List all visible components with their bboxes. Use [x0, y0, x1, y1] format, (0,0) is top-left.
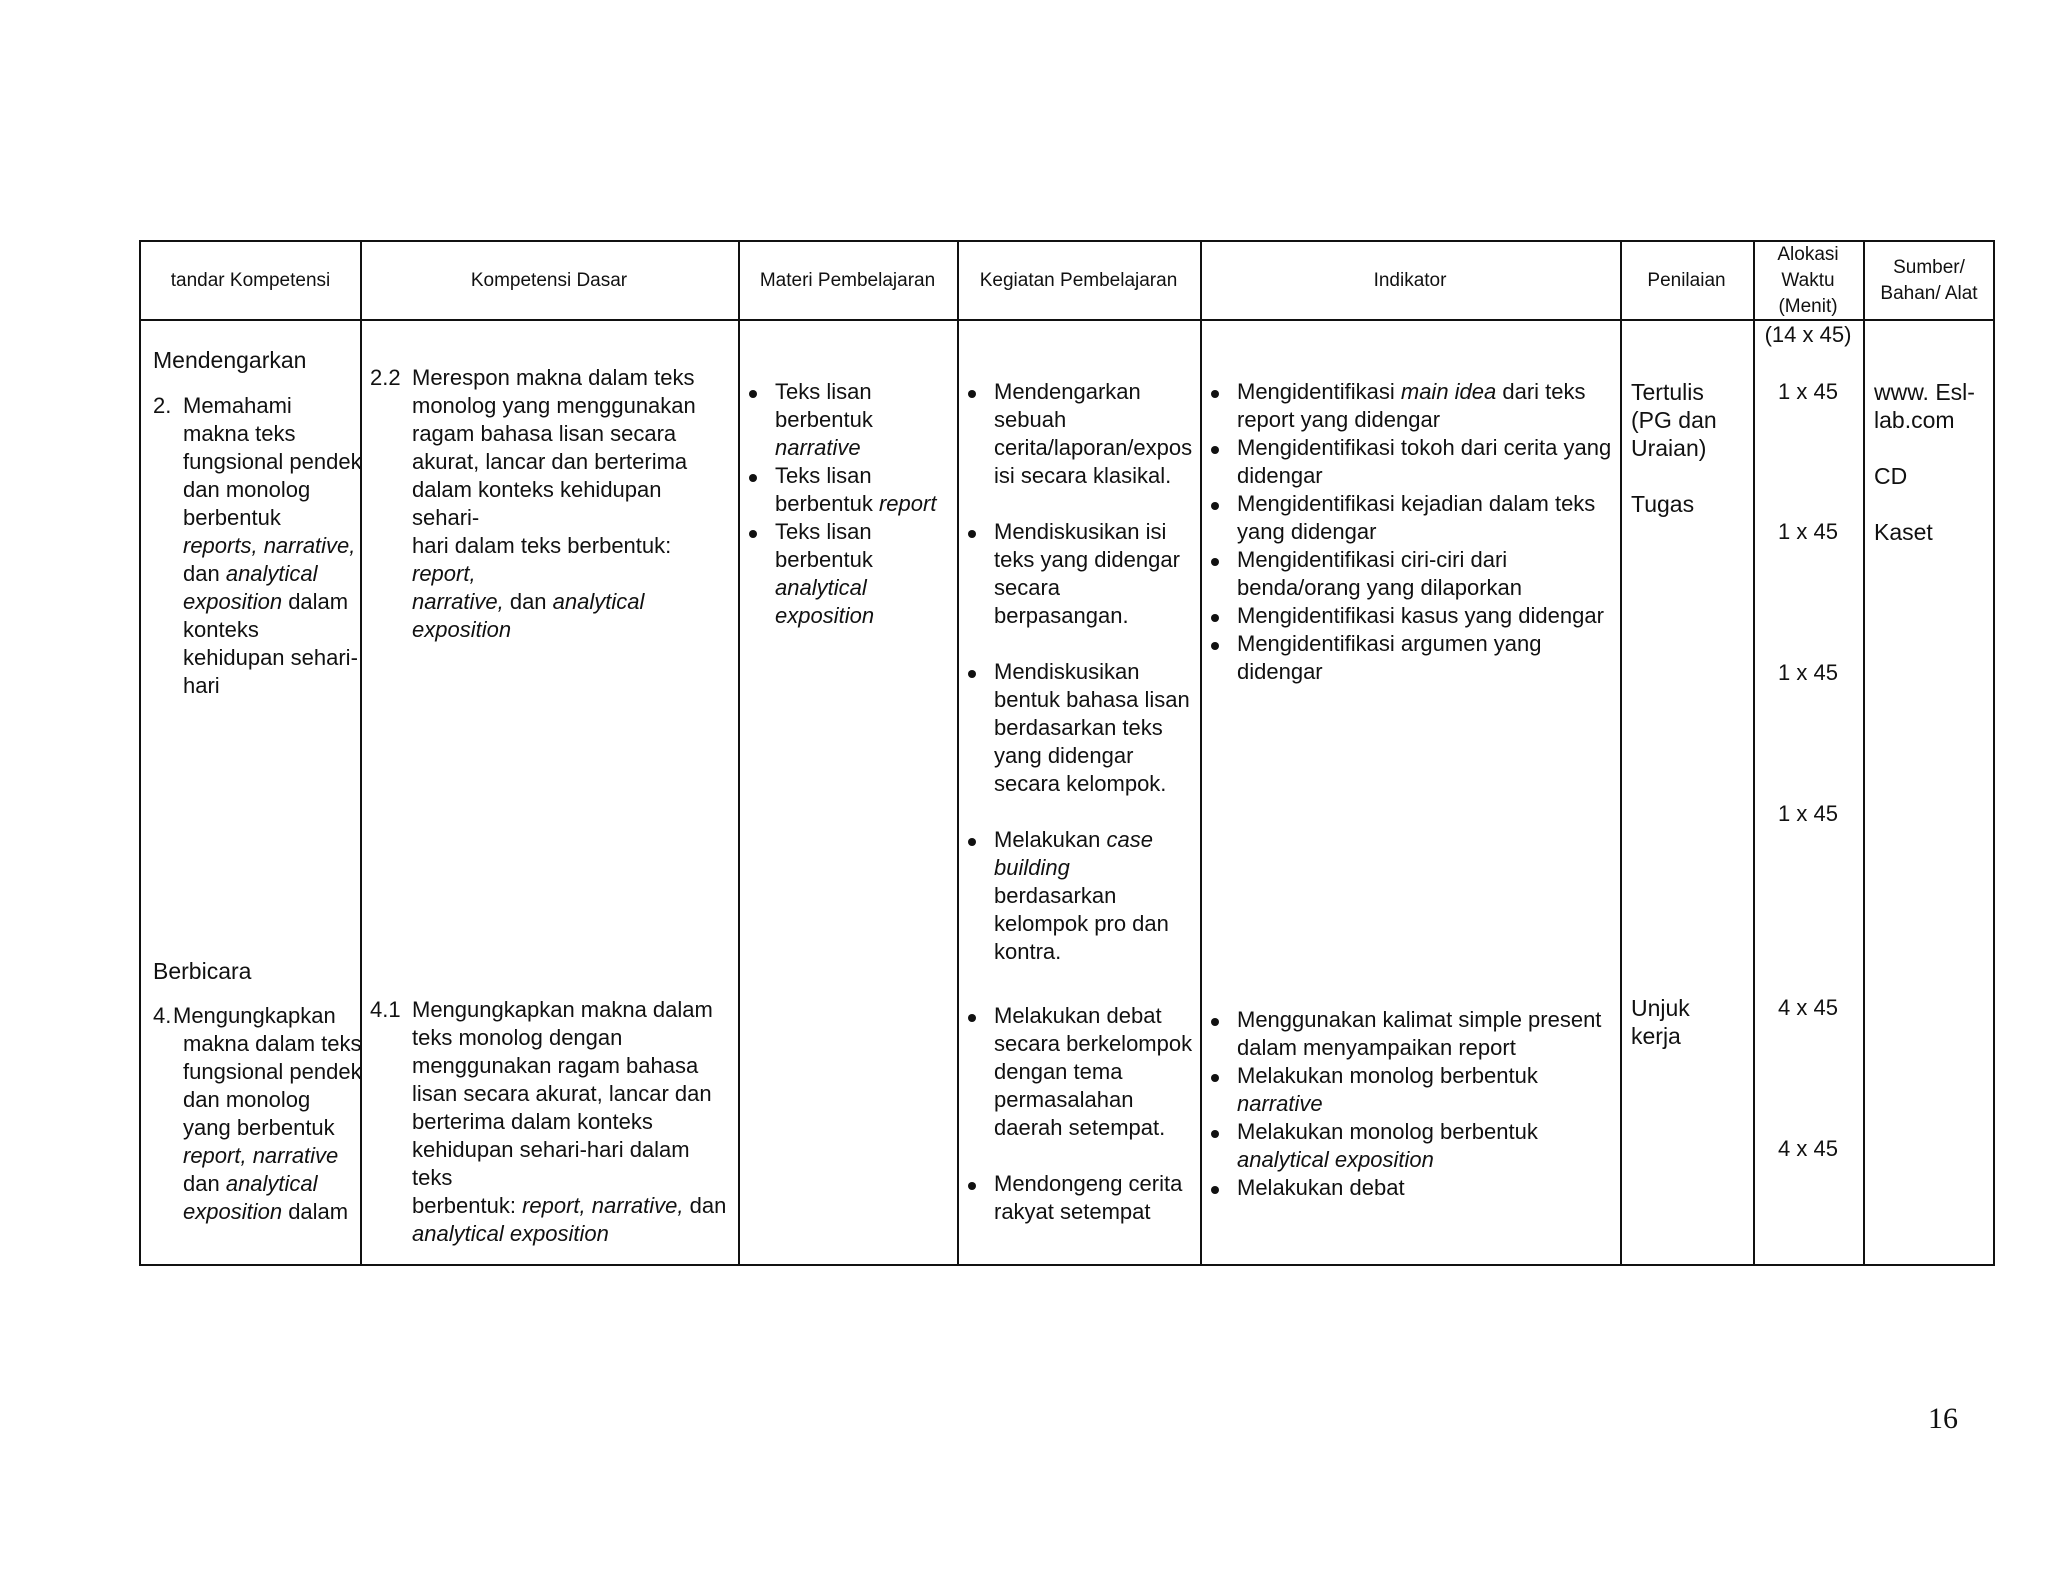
page-number: 16 — [1928, 1402, 1958, 1435]
list-item: Melakukan case building berdasarkan kelompok pro dan kontra. — [964, 826, 1196, 966]
list-item: Melakukan monolog berbentuk analytical exposition — [1207, 1118, 1617, 1174]
header-materi: Materi Pembelajaran — [759, 269, 936, 291]
header-alokasi-waktu: Alokasi Waktu (Menit) — [1777, 243, 1839, 317]
alokasi-total: (14 x 45) — [1764, 322, 1852, 347]
item-number: 4. — [153, 1003, 172, 1028]
kegiatan-list-2 — [964, 1002, 1196, 1226]
penilaian-1: Tertulis (PG dan Uraian) Tugas — [1631, 379, 1717, 517]
list-item: Mengidentifikasi kejadian dalam teks yang didengar — [1207, 490, 1617, 546]
header-divider — [141, 319, 1993, 321]
penilaian-2: Unjuk kerja — [1631, 995, 1690, 1049]
col-divider — [738, 242, 740, 1264]
list-item: Melakukan debat — [1207, 1174, 1617, 1202]
item-number: 2.2 — [370, 365, 401, 390]
indikator-list-2 — [1207, 1006, 1617, 1202]
col-divider — [957, 242, 959, 1264]
alokasi-value: 1 x 45 — [1778, 519, 1838, 544]
header-indikator: Indikator — [1373, 269, 1447, 291]
header-kegiatan: Kegiatan Pembelajaran — [979, 269, 1178, 291]
list-item: Mengidentifikasi ciri-ciri dari benda/orang yang dilaporkan — [1207, 546, 1617, 602]
materi-list — [745, 378, 950, 630]
header-penilaian: Penilaian — [1647, 269, 1726, 291]
col-divider — [1200, 242, 1202, 1264]
section-mendengarkan: Mendengarkan — [153, 347, 307, 373]
list-item: Mengidentifikasi argumen yang didengar — [1207, 630, 1617, 686]
header-sumber: Sumber/ Bahan/ Alat — [1880, 256, 1978, 304]
alokasi-value: 1 x 45 — [1778, 801, 1838, 826]
indikator-list-1 — [1207, 378, 1617, 686]
list-item: Mengidentifikasi kasus yang didengar — [1207, 602, 1617, 630]
list-item: Mendiskusikan bentuk bahasa lisan berdasarkan teks yang didengar secara kelompok. — [964, 658, 1196, 798]
list-item: Mengidentifikasi tokoh dari cerita yang didengar — [1207, 434, 1617, 490]
list-item: Melakukan debat secara berkelompok dengan tema permasalahan daerah setempat. — [964, 1002, 1196, 1142]
list-item: Menggunakan kalimat simple present dalam menyampaikan report — [1207, 1006, 1617, 1062]
sumber-list: www. Esl- lab.com CD Kaset — [1874, 379, 1975, 545]
section-berbicara: Berbicara — [153, 958, 252, 984]
alokasi-value: 1 x 45 — [1778, 660, 1838, 685]
alokasi-value: 1 x 45 — [1778, 379, 1838, 404]
header-standar-kompetensi: tandar Kompetensi — [170, 269, 331, 291]
item-number: 2. — [153, 393, 172, 418]
list-item: Mendengarkan sebuah cerita/laporan/expos isi secara klasikal. — [964, 378, 1196, 490]
list-item: Melakukan monolog berbentuk narrative — [1207, 1062, 1617, 1118]
list-item: Mendiskusikan isi teks yang didengar secara berpasangan. — [964, 518, 1196, 630]
alokasi-value: 4 x 45 — [1778, 1136, 1838, 1161]
list-item: Mengidentifikasi main idea dari teks report yang didengar — [1207, 378, 1617, 434]
list-item: Mendongeng cerita rakyat setempat — [964, 1170, 1196, 1226]
alokasi-value: 4 x 45 — [1778, 995, 1838, 1020]
col-divider — [1863, 242, 1865, 1264]
col-divider — [1620, 242, 1622, 1264]
kegiatan-list-1 — [964, 378, 1196, 966]
list-item: Teks lisan berbentuk narrative — [745, 378, 950, 462]
header-kompetensi-dasar: Kompetensi Dasar — [470, 269, 628, 291]
syllabus-table: tandar Kompetensi Kompetensi Dasar Materi Pembelajaran Kegiatan Pembelajaran Indikator Penilaian Alokasi Waktu (Menit) Sumber/ Bahan/ Alat Mendengarkan 2. Memahami makna teks fungsional pendek dan monolog berbentuk reports, narrative, dan analytical exposition dalam konteks kehidupan sehari- hari 2.2 Merespon makna dalam teks monolog yang menggunakan ragam bahasa lisan secara akurat, lancar dan berterima dalam konteks kehidupan sehari- hari dalam teks berbentuk: report, narrative, dan analytical exposition Teks lisan berbentuk narrative Teks lisan berbentuk report Teks lisan berbentuk analytical exposition Mendengarkan sebuah cerita/laporan/expos isi secara klasikal. Mendiskusikan isi teks yang didengar secara berpasangan. Mendiskusikan bentuk bahasa lisan berdasarkan teks yang didengar secara kelompok. Melakukan case building berdasarkan kelompok pro dan kontra. Mengidentifikasi main idea dari teks report yang didengar Mengidentifikasi tokoh dari cerita yang didengar Mengidentifikasi kejadian dalam teks yang didengar Mengidentifikasi ciri-ciri dari benda/orang yang dilaporkan Mengidentifikasi kasus yang didengar Mengidentifikasi argumen yang didengar Tertulis (PG dan Uraian) Tugas (14 x 45) 1 x 45 1 x 45 1 x 45 1 x 45 www. Esl- lab.com CD Kaset Berbicara 4. Mengungkapkan makna dalam teks fungsional pendek dan monolog yang berbentuk report, narrative dan analytical exposition dalam 4.1 Mengungkapkan makna dalam teks monolog dengan menggunakan ragam bahasa lisan secara akurat, lancar dan berterima dalam konteks kehidupan sehari-hari dalam teks berbentuk: report, narrative, dan analytical exposition Melakukan debat secara berkelompok dengan tema permasalahan daerah setempat. Mendongeng cerita rakyat setempat Menggunakan kalimat simple present dalam menyampaikan report Melakukan monolog berbentuk narrative Melakukan monolog berbentuk analytical exposition Melakukan debat Unjuk kerja 4 x 45 4 x 45 — [139, 240, 1995, 1266]
list-item: Teks lisan berbentuk report — [745, 462, 950, 518]
item-number: 4.1 — [370, 997, 401, 1022]
list-item: Teks lisan berbentuk analytical exposition — [745, 518, 950, 630]
